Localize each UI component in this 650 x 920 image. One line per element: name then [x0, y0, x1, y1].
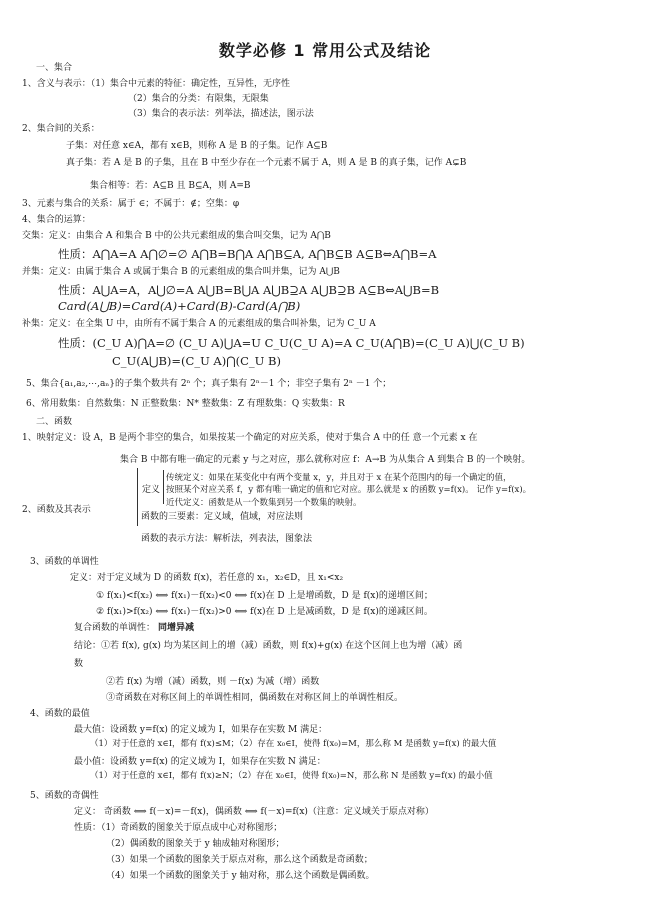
text-line: （1）对于任意的 x∈I，都有 f(x)≥N；（2）存在 x₀∈I，使得 f(x₀)=N，那么称 N 是函数 y=f(x) 的最小值	[90, 771, 493, 781]
text-line: 3、函数的单调性	[30, 557, 99, 567]
formula-line: 性质：A⋃A=A，A⋃∅=A A⋃B=B⋃A A⋃B⊇A A⋃B⊇B A⊆B⇔A⋃B=B	[58, 283, 440, 297]
text-line: 定义：对于定义域为 D 的函数 f(x)，若任意的 x₁，x₂∈D，且 x₁<x₂	[70, 573, 344, 583]
text-line: 6、常用数集：自然数集：N 正整数集：N* 整数集：Z 有理数集：Q 实数集：R	[26, 399, 345, 409]
text-line: 4、函数的最值	[30, 709, 90, 719]
section-functions: 二、函数	[36, 417, 73, 427]
text-line: 定义： 奇函数 ⟺ f(－x)=－f(x)，偶函数 ⟺ f(－x)=f(x)（注意：定义域关于原点对称）	[74, 807, 434, 817]
formula-line: Card(A⋃B)=Card(A)+Card(B)-Card(A⋂B)	[58, 299, 301, 313]
text-line: 5、函数的奇偶性	[30, 791, 99, 801]
text-line: 子集：对任意 x∈A，都有 x∈B，则称 A 是 B 的子集。记作 A⊆B	[66, 141, 328, 151]
text-line: ②若 f(x) 为增（减）函数，则 －f(x) 为减（增）函数	[106, 677, 320, 687]
text-line: 交集：定义：由集合 A 和集合 B 中的公共元素组成的集合叫交集，记为 A⋂B	[22, 231, 331, 241]
highlight-text: 同增异减	[158, 623, 195, 633]
text-line: （4）如果一个函数的图象关于 y 轴对称，那么这个函数是偶函数。	[106, 871, 375, 881]
brace-inner	[163, 470, 164, 504]
text-line: 传统定义：如果在某变化中有两个变量 x，y，并且对于 x 在某个范围内的每一个确定的值，	[166, 473, 512, 483]
text-line: 3、元素与集合的关系：属于 ∈；不属于：∉；空集：φ	[22, 199, 240, 209]
text-line: 集合相等：若：A⊆B 且 B⊆A，则 A=B	[90, 181, 251, 191]
formula-line: C_U(A⋃B)=(C_U A)⋂(C_U B)	[112, 354, 281, 368]
text-line: 补集：定义：在全集 U 中，由所有不属于集合 A 的元素组成的集合叫补集，记为 C_U A	[22, 319, 376, 329]
text-line: 函数的三要素：定义域，值域，对应法则	[141, 512, 304, 522]
document-title: 数学必修 1 常用公式及结论	[218, 41, 432, 60]
text-line: 1、映射定义：设 A，B 是两个非空的集合，如果按某一个确定的对应关系，使对于集合 A 中的任 意一个元素 x 在	[22, 433, 478, 443]
text-line: 4、集合的运算：	[22, 215, 91, 225]
text-line: 定义	[142, 485, 161, 495]
text-line: 最小值：设函数 y=f(x) 的定义域为 I，如果存在实数 N 满足：	[74, 757, 326, 767]
text-line: 最大值：设函数 y=f(x) 的定义域为 I，如果存在实数 M 满足：	[74, 725, 328, 735]
text-line: （1）对于任意的 x∈I，都有 f(x)≤M；（2）存在 x₀∈I，使得 f(x₀)=M，那么称 M 是函数 y=f(x) 的最大值	[90, 739, 497, 749]
text-line: （2）偶函数的图象关于 y 轴成轴对称图形；	[106, 839, 285, 849]
text-line: 性质：（1）奇函数的图象关于原点成中心对称图形；	[74, 823, 283, 833]
formula-line: 性质：A⋂A=A A⋂∅=∅ A⋂B=B⋂A A⋂B⊆A, A⋂B⊆B A⊆B⇔A⋂B=A	[58, 247, 437, 261]
text-line: 数	[74, 659, 84, 669]
text-line: 复合函数的单调性：	[74, 623, 156, 633]
text-line: （3）集合的表示法：列举法，描述法，图示法	[128, 109, 314, 119]
formula-line: 性质：(C_U A)⋂A=∅ (C_U A)⋃A=U C_U(C_U A)=A C_U(A⋂B)=(C_U A)⋃(C_U B)	[58, 336, 525, 350]
text-line: 函数的表示方法：解析法，列表法，图象法	[141, 534, 313, 544]
text-line: 按照某个对应关系 f，y 都有唯一确定的值和它对应。那么就是 x 的函数 y=f(x)。 记作 y=f(x)。	[166, 485, 532, 495]
text-line: 真子集：若 A 是 B 的子集，且在 B 中至少存在一个元素不属于 A，则 A 是 B 的真子集，记作 A⊊B	[66, 158, 467, 168]
text-line: ② f(x₁)>f(x₂) ⟺ f(x₁)－f(x₂)>0 ⟺ f(x)在 D 上是减函数，D 是 f(x)的递减区间。	[96, 607, 433, 617]
text-line: 结论：①若 f(x), g(x) 均为某区间上的增（减）函数，则 f(x)+g(x) 在这个区间上也为增（减）函	[74, 641, 463, 651]
text-line: 集合 B 中都有唯一确定的元素 y 与之对应，那么就称对应 f：A→B 为从集合 A 到集合 B 的一个映射。	[120, 455, 531, 465]
text-line: （3）如果一个函数的图象关于原点对称，那么这个函数是奇函数；	[106, 855, 373, 865]
text-line: ③奇函数在对称区间上的单调性相同，偶函数在对称区间上的单调性相反。	[106, 693, 404, 703]
text-line: ① f(x₁)<f(x₂) ⟺ f(x₁)－f(x₂)<0 ⟺ f(x)在 D 上是增函数，D 是 f(x)的递增区间；	[96, 591, 433, 601]
text-line: 近代定义：函数是从一个数集到另一个数集的映射。	[166, 498, 362, 508]
text-line: 2、函数及其表示	[22, 505, 91, 515]
section-sets: 一、集合	[36, 63, 73, 73]
text-line: 1、含义与表示：（1）集合中元素的特征：确定性，互异性，无序性	[22, 79, 290, 89]
text-line: 2、集合间的关系：	[22, 124, 100, 134]
text-line: 并集：定义：由属于集合 A 或属于集合 B 的元素组成的集合叫并集，记为 A⋃B	[22, 267, 340, 277]
text-line: （2）集合的分类：有限集，无限集	[128, 94, 269, 104]
text-line: 5、集合{a₁,a₂,⋯,aₙ}的子集个数共有 2ⁿ 个；真子集有 2ⁿ－1 个；非空子集有 2ⁿ －1 个；	[26, 379, 392, 389]
brace-outer	[137, 468, 138, 526]
